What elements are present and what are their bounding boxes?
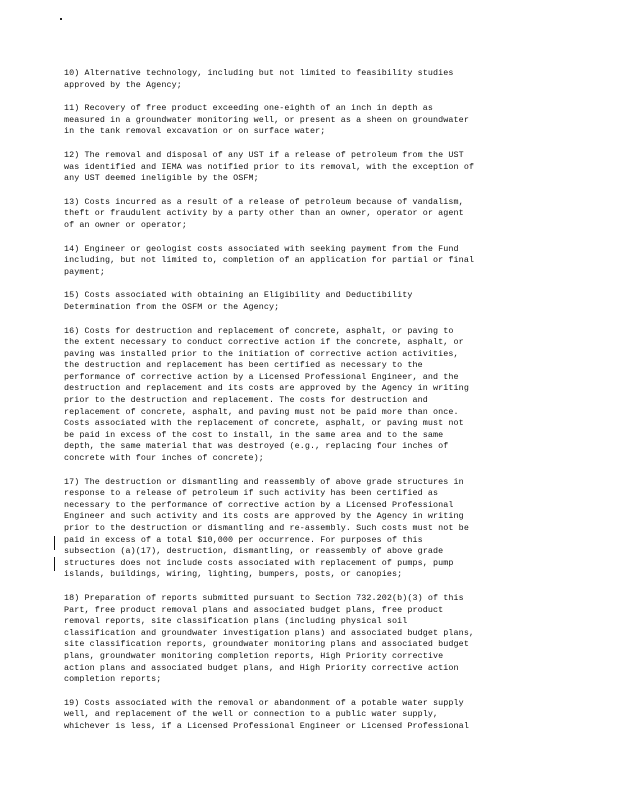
text-line: 18) Preparation of reports submitted pursuant to Section 732.202(b)(3) of this — [64, 592, 464, 603]
revision-bar — [54, 536, 55, 550]
text-line: subsection (a)(17), destruction, dismantling, or reassembly of above grade — [64, 546, 444, 557]
text-line: be paid in excess of the cost to install, in the same area and to the same — [64, 429, 444, 440]
text-line: paving was installed prior to the initiation of corrective action activities, — [64, 348, 459, 359]
text-line: including, but not limited to, completion of an application for partial or final — [64, 255, 475, 266]
paragraph-17 — [64, 477, 550, 581]
text-line: any UST deemed ineligible by the OSFM; — [64, 173, 259, 184]
text-line: depth, the same material that was destroyed (e.g., replacing four inches of — [64, 441, 449, 452]
text-line: 14) Engineer or geologist costs associated with seeking payment from the Fund — [64, 243, 459, 254]
text-line: 12) The removal and disposal of any UST if a release of petroleum from the UST — [64, 149, 464, 160]
text-line: payment; — [64, 266, 106, 277]
paragraph-19 — [64, 698, 550, 733]
text-line: Part, free product removal plans and associated budget plans, free product — [64, 604, 444, 615]
text-line: Engineer and such activity and its costs are approved by the Agency in writing — [64, 511, 464, 522]
text-line: in the tank removal excavation or on surface water; — [64, 126, 326, 137]
text-line: 19) Costs associated with the removal or abandonment of a potable water supply — [64, 697, 464, 708]
text-line: necessary to the performance of corrective action by a Licensed Professional — [64, 499, 454, 510]
text-line: 13) Costs incurred as a result of a release of petroleum because of vandalism, — [64, 196, 464, 207]
text-line: performance of corrective action by a Licensed Professional Engineer, and the — [64, 371, 459, 382]
text-line: action plans and associated budget plans, and High Priority corrective action — [64, 662, 459, 673]
paragraph-12 — [64, 150, 550, 185]
text-line: 16) Costs for destruction and replacement of concrete, asphalt, or paving to — [64, 325, 454, 336]
text-line: paid in excess of a total $10,000 per occurrence. For purposes of this — [64, 534, 423, 545]
text-line: Determination from the OSFM or the Agency; — [64, 301, 280, 312]
paragraph-16 — [64, 326, 550, 465]
text-line: prior to the destruction and replacement. The costs for destruction and — [64, 395, 428, 406]
text-line: whichever is less, if a Licensed Professional Engineer or Licensed Professional — [64, 720, 469, 731]
text-line: well, and replacement of the well or connection to a public water supply, — [64, 709, 439, 720]
text-line: 10) Alternative technology, including but not limited to feasibility studies — [64, 68, 454, 78]
text-line: of an owner or operator; — [64, 219, 188, 230]
text-line: structures does not include costs associated with replacement of pumps, pump — [64, 557, 454, 568]
text-line: Costs associated with the replacement of concrete, asphalt, or paving must not — [64, 418, 464, 429]
text-line: approved by the Agency; — [64, 79, 182, 90]
text-line: islands, buildings, wiring, lighting, bumpers, posts, or canopies; — [64, 569, 403, 580]
text-line: site classification reports, groundwater monitoring plans and associated budget — [64, 639, 469, 650]
text-line: prior to the destruction or dismantling and re-assembly. Such costs must not be — [64, 523, 469, 533]
text-line: response to a release of petroleum if such activity has been certified as — [64, 488, 439, 499]
text-line: 11) Recovery of free product exceeding one-eighth of an inch in depth as — [64, 103, 434, 114]
scan-speck — [60, 18, 62, 20]
text-line: removal reports, site classification plans (including physical soil — [64, 616, 408, 627]
text-line: completion reports; — [64, 674, 162, 685]
text-line: concrete with four inches of concrete); — [64, 453, 264, 464]
revision-bar — [54, 557, 55, 571]
text-line: plans, groundwater monitoring completion reports, High Priority corrective — [64, 650, 444, 661]
text-line: 17) The destruction or dismantling and reassembly of above grade structures in — [64, 476, 464, 487]
text-line: was identified and IEMA was notified prior to its removal, with the exception of — [64, 161, 475, 172]
paragraph-10 — [64, 68, 550, 91]
text-line: classification and groundwater investigation plans) and associated budget plans, — [64, 627, 475, 638]
paragraph-11 — [64, 103, 550, 138]
text-line: measured in a groundwater monitoring well, or present as a sheen on groundwater — [64, 114, 469, 125]
document-body — [64, 68, 550, 745]
text-line: replacement of concrete, asphalt, and paving must not be paid more than once. — [64, 406, 459, 417]
paragraph-14 — [64, 244, 550, 279]
text-line: destruction and replacement and its costs are approved by the Agency in writing — [64, 383, 469, 394]
paragraph-18 — [64, 593, 550, 686]
text-line: the extent necessary to conduct corrective action if the concrete, asphalt, or — [64, 337, 464, 348]
paragraph-15 — [64, 290, 550, 313]
text-line: 15) Costs associated with obtaining an Eligibility and Deductibility — [64, 290, 413, 301]
paragraph-13 — [64, 197, 550, 232]
text-line: the destruction and replacement has been certified as necessary to the — [64, 360, 423, 371]
text-line: theft or fraudulent activity by a party other than an owner, operator or agent — [64, 208, 464, 219]
